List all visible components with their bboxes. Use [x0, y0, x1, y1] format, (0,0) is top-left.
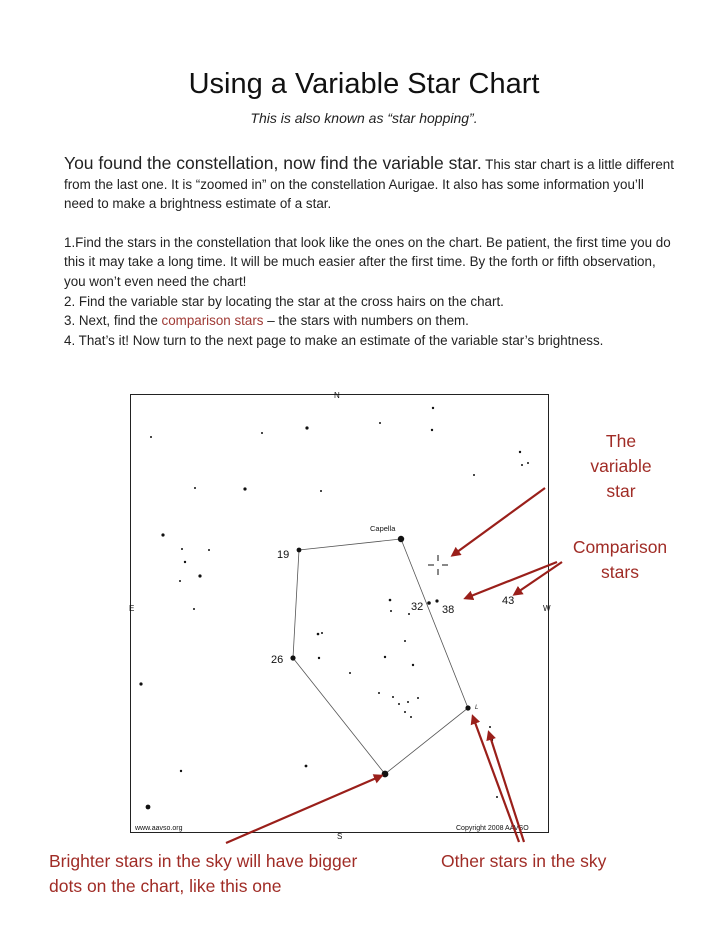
- label-38: 38: [442, 604, 455, 616]
- label-43: 43: [502, 595, 515, 607]
- page-subtitle: This is also known as “star hopping”.: [250, 110, 478, 126]
- label-capella: Capella: [370, 524, 396, 533]
- intro-lead: You found the constellation, now find the variable star.: [64, 153, 482, 173]
- annotation-brighter-stars: Brighter stars in the sky will have bigger dots on the chart, like this one: [49, 851, 358, 896]
- page-title: Using a Variable Star Chart: [188, 68, 540, 100]
- crosshair-icon: [428, 555, 448, 575]
- chart-footer-url: www.aavso.org: [135, 825, 183, 832]
- star-26: [290, 655, 295, 660]
- arrow-variable-star: [453, 488, 545, 555]
- arrow-comparison-43: [515, 562, 562, 594]
- constellation-lines: [293, 539, 468, 774]
- label-26: 26: [271, 654, 284, 666]
- annotation-variable-star: The variable star: [590, 431, 652, 501]
- step-1: 1.Find the stars in the constellation that look like the ones on the chart. Be patient, the first time you do this it may take a long time. It will be much easier after the first time. By the forth or fifth observation, you won’t even need the chart!: [64, 234, 671, 289]
- chart-copyright: Copyright 2008 AAVSO: [456, 825, 529, 832]
- arrow-comparison-38: [466, 562, 557, 598]
- compass-north: N: [334, 391, 340, 400]
- annotation-other-stars: Other stars in the sky: [441, 851, 607, 871]
- star-field: [146, 805, 151, 810]
- star-19: [297, 548, 302, 553]
- field-stars: [139, 407, 529, 798]
- label-19: 19: [277, 549, 290, 561]
- star-bright: [382, 771, 389, 778]
- star-32: [427, 601, 431, 605]
- arrow-other-star-1: [473, 717, 519, 842]
- comparison-stars-link: comparison stars: [161, 313, 264, 329]
- compass-west: W: [543, 604, 551, 613]
- step-4: 4. That’s it! Now turn to the next page to make an estimate of the variable star’s brightness.: [64, 332, 604, 348]
- step-3-pre: 3. Next, find the: [64, 313, 162, 329]
- step-2: 2. Find the variable star by locating the star at the cross hairs on the chart.: [64, 293, 504, 309]
- star-l: [465, 705, 470, 710]
- star-capella: [398, 536, 404, 542]
- compass-south: S: [337, 832, 343, 841]
- intro-rest: This star chart is a little different from the last one. It is “zoomed in” on the constellation Aurigae. It also has some information you’ll need to make a brightness estimate of a star.: [64, 157, 674, 212]
- step-3-post: – the stars with numbers on them.: [263, 313, 469, 329]
- arrow-bright-star: [226, 776, 381, 843]
- star-38: [435, 599, 438, 602]
- compass-east: E: [129, 604, 135, 613]
- label-32: 32: [411, 601, 424, 613]
- annotation-comparison-stars: Comparison stars: [572, 537, 668, 582]
- label-l: L: [475, 705, 479, 711]
